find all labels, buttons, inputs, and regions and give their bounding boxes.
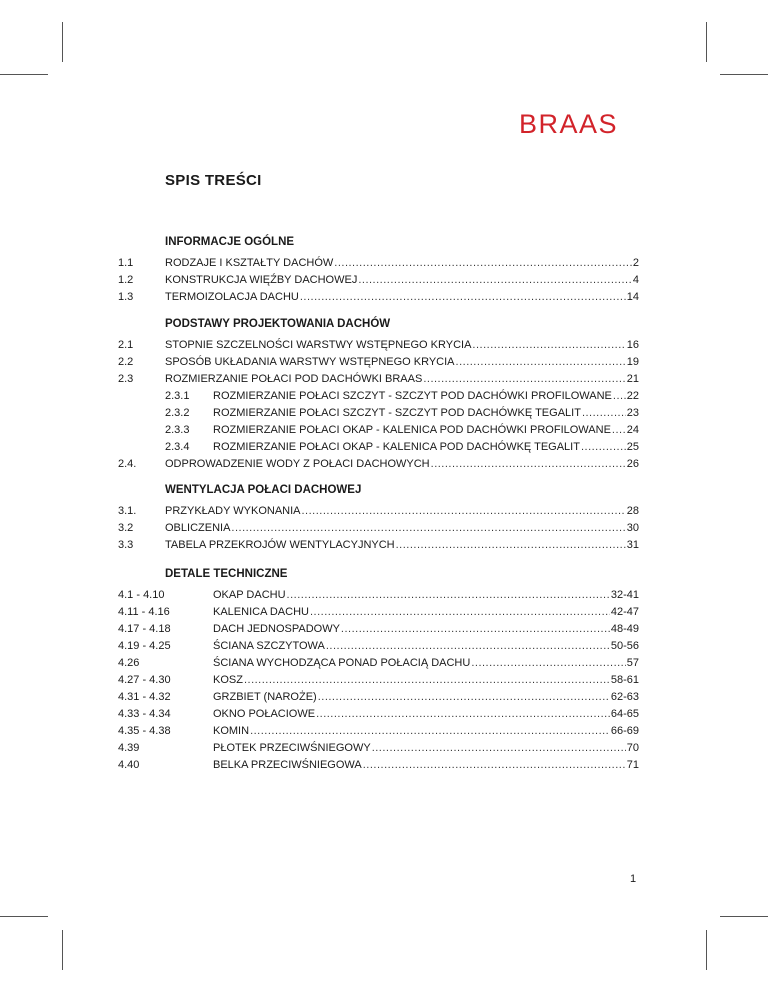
toc-entry-number: 4.33 - 4.34	[118, 708, 171, 720]
toc-entry-number: 2.2	[118, 356, 134, 368]
toc-entry[interactable]	[118, 372, 639, 386]
section-heading: WENTYLACJA POŁACI DACHOWEJ	[165, 484, 362, 496]
toc-entry-page: 26	[626, 458, 639, 470]
toc-entry[interactable]	[118, 440, 639, 454]
crop-mark	[0, 916, 48, 917]
toc-entry-label: KALENICA DACHU	[213, 606, 309, 618]
dot-leader	[456, 355, 626, 369]
dot-leader	[300, 290, 626, 304]
toc-entry-number: 1.2	[118, 274, 134, 286]
toc-entry[interactable]	[118, 521, 639, 535]
dot-leader	[326, 639, 610, 653]
crop-mark	[62, 930, 63, 970]
toc-entry-label: DACH JEDNOSPADOWY	[213, 623, 340, 635]
toc-entry[interactable]	[118, 273, 639, 287]
dot-leader	[612, 423, 626, 437]
dot-leader	[287, 588, 610, 602]
dot-leader	[316, 707, 610, 721]
toc-entry-page: 2	[632, 257, 639, 269]
dot-leader	[341, 622, 610, 636]
toc-entry-label: ŚCIANA WYCHODZĄCA PONAD POŁACIĄ DACHU	[213, 657, 471, 669]
toc-entry-page: 32-41	[610, 589, 639, 601]
toc-entry-label: ROZMIERZANIE POŁACI SZCZYT - SZCZYT POD DACHÓWKI PROFILOWANE	[213, 390, 612, 402]
toc-entry-page: 19	[626, 356, 639, 368]
toc-entry-label: STOPNIE SZCZELNOŚCI WARSTWY WSTĘPNEGO KRYCIA	[165, 339, 472, 351]
toc-entry-number: 4.31 - 4.32	[118, 691, 171, 703]
toc-entry-number: 2.4.	[118, 458, 137, 470]
toc-entry-page: 58-61	[610, 674, 639, 686]
toc-entry-label: TERMOIZOLACJA DACHU	[165, 291, 299, 303]
dot-leader	[334, 256, 632, 270]
dot-leader	[613, 389, 626, 403]
dot-leader	[250, 724, 610, 738]
toc-entry-page: 30	[626, 522, 639, 534]
toc-entry[interactable]	[118, 588, 639, 602]
toc-entry-number: 4.17 - 4.18	[118, 623, 171, 635]
dot-leader	[471, 656, 625, 670]
crop-mark	[62, 22, 63, 62]
braas-logo: BRAAS	[519, 109, 619, 139]
toc-entry[interactable]	[118, 758, 639, 772]
toc-entry-label: SPOSÓB UKŁADANIA WARSTWY WSTĘPNEGO KRYCIA	[165, 356, 455, 368]
toc-entry-label: PRZYKŁADY WYKONANIA	[165, 505, 301, 517]
toc-entry-number: 4.40	[118, 759, 140, 771]
toc-entry[interactable]	[118, 338, 639, 352]
toc-entry[interactable]	[118, 406, 639, 420]
toc-entry-number: 2.3.4	[165, 441, 190, 453]
toc-entry-number: 3.1.	[118, 505, 137, 517]
toc-entry-page: 4	[632, 274, 639, 286]
toc-entry-number: 4.1 - 4.10	[118, 589, 165, 601]
toc-entry-page: 28	[626, 505, 639, 517]
toc-entry[interactable]	[118, 457, 639, 471]
toc-entry-label: BELKA PRZECIWŚNIEGOWA	[213, 759, 362, 771]
dot-leader	[396, 538, 626, 552]
toc-entry-label: ROZMIERZANIE POŁACI OKAP - KALENICA POD DACHÓWKI PROFILOWANE	[213, 424, 611, 436]
section-heading: INFORMACJE OGÓLNE	[165, 236, 295, 248]
toc-entry-number: 4.35 - 4.38	[118, 725, 171, 737]
toc-entry-label: KOSZ	[213, 674, 243, 686]
dot-leader	[244, 673, 610, 687]
toc-entry-number: 1.1	[118, 257, 134, 269]
toc-entry-number: 4.39	[118, 742, 140, 754]
toc-entry[interactable]	[118, 256, 639, 270]
dot-leader	[302, 504, 626, 518]
dot-leader	[423, 372, 625, 386]
toc-entry-label: ROZMIERZANIE POŁACI POD DACHÓWKI BRAAS	[165, 373, 423, 385]
toc-entry-label: PŁOTEK PRZECIWŚNIEGOWY	[213, 742, 371, 754]
toc-entry-label: ROZMIERZANIE POŁACI OKAP - KALENICA POD DACHÓWKĘ TEGALIT	[213, 441, 580, 453]
toc-entry[interactable]	[118, 538, 639, 552]
toc-entry-label: ROZMIERZANIE POŁACI SZCZYT - SZCZYT POD DACHÓWKĘ TEGALIT	[213, 407, 581, 419]
dot-leader	[318, 690, 610, 704]
toc-entry-number: 2.3.1	[165, 390, 190, 402]
toc-entry[interactable]	[118, 673, 639, 687]
toc-entry-label: GRZBIET (NAROŻE)	[213, 691, 317, 703]
toc-entry-page: 71	[626, 759, 639, 771]
toc-entry-page: 64-65	[610, 708, 639, 720]
dot-leader	[372, 741, 626, 755]
crop-mark	[720, 916, 768, 917]
dot-leader	[310, 605, 610, 619]
toc-entry[interactable]	[118, 622, 639, 636]
dot-leader	[581, 440, 626, 454]
crop-mark	[706, 930, 707, 970]
toc-entry-number: 2.3	[118, 373, 134, 385]
toc-entry-number: 4.19 - 4.25	[118, 640, 171, 652]
crop-mark	[706, 22, 707, 62]
crop-mark	[720, 74, 768, 75]
dot-leader	[363, 758, 626, 772]
toc-entry-number: 4.11 - 4.16	[118, 606, 170, 618]
toc-entry-number: 3.2	[118, 522, 134, 534]
toc-entry[interactable]	[118, 605, 639, 619]
toc-entry-number: 2.3.2	[165, 407, 190, 419]
toc-entry-page: 31	[626, 539, 639, 551]
toc-entry-page: 23	[626, 407, 639, 419]
section-heading: DETALE TECHNICZNE	[165, 568, 288, 580]
crop-mark	[0, 74, 48, 75]
toc-entry-label: ŚCIANA SZCZYTOWA	[213, 640, 325, 652]
section-heading: PODSTAWY PROJEKTOWANIA DACHÓW	[165, 318, 391, 330]
toc-entry-page: 14	[626, 291, 639, 303]
toc-entry[interactable]	[118, 290, 639, 304]
toc-entry-label: KONSTRUKCJA WIĘŹBY DACHOWEJ	[165, 274, 358, 286]
dot-leader	[358, 273, 632, 287]
dot-leader	[582, 406, 626, 420]
toc-entry-label: OBLICZENIA	[165, 522, 231, 534]
toc-entry-label: RODZAJE I KSZTAŁTY DACHÓW	[165, 257, 334, 269]
toc-entry-label: ODPROWADZENIE WODY Z POŁACI DACHOWYCH	[165, 458, 430, 470]
page-title: SPIS TREŚCI	[165, 172, 262, 189]
dot-leader	[231, 521, 625, 535]
toc-entry[interactable]	[118, 504, 639, 518]
toc-entry[interactable]	[118, 355, 639, 369]
toc-entry[interactable]	[118, 639, 639, 653]
toc-entry-page: 21	[626, 373, 639, 385]
dot-leader	[472, 338, 625, 352]
toc-entry[interactable]	[118, 741, 639, 755]
toc-entry-label: KOMIN	[213, 725, 250, 737]
page-number: 1	[630, 873, 637, 885]
toc-entry[interactable]	[118, 423, 639, 437]
toc-entry-page: 48-49	[610, 623, 639, 635]
toc-entry-page: 57	[626, 657, 639, 669]
toc-entry-number: 1.3	[118, 291, 134, 303]
toc-entry[interactable]	[118, 656, 639, 670]
toc-entry-label: OKNO POŁACIOWE	[213, 708, 316, 720]
toc-entry-number: 2.3.3	[165, 424, 190, 436]
dot-leader	[431, 457, 626, 471]
toc-entry-page: 66-69	[610, 725, 639, 737]
toc-entry-page: 62-63	[610, 691, 639, 703]
toc-entry-number: 3.3	[118, 539, 134, 551]
toc-entry[interactable]	[118, 389, 639, 403]
toc-entry-page: 16	[626, 339, 639, 351]
toc-entry-page: 70	[626, 742, 639, 754]
toc-entry[interactable]	[118, 690, 639, 704]
toc-entry-number: 4.26	[118, 657, 140, 669]
toc-entry-number: 4.27 - 4.30	[118, 674, 171, 686]
toc-entry-page: 22	[626, 390, 639, 402]
toc-entry-label: TABELA PRZEKROJÓW WENTYLACYJNYCH	[165, 539, 395, 551]
toc-entry[interactable]	[118, 707, 639, 721]
toc-entry-number: 2.1	[118, 339, 134, 351]
toc-entry-page: 24	[626, 424, 639, 436]
toc-entry[interactable]	[118, 724, 639, 738]
toc-entry-label: OKAP DACHU	[213, 589, 286, 601]
toc-entry-page: 25	[626, 441, 639, 453]
toc-entry-page: 50-56	[610, 640, 639, 652]
toc-entry-page: 42-47	[610, 606, 639, 618]
